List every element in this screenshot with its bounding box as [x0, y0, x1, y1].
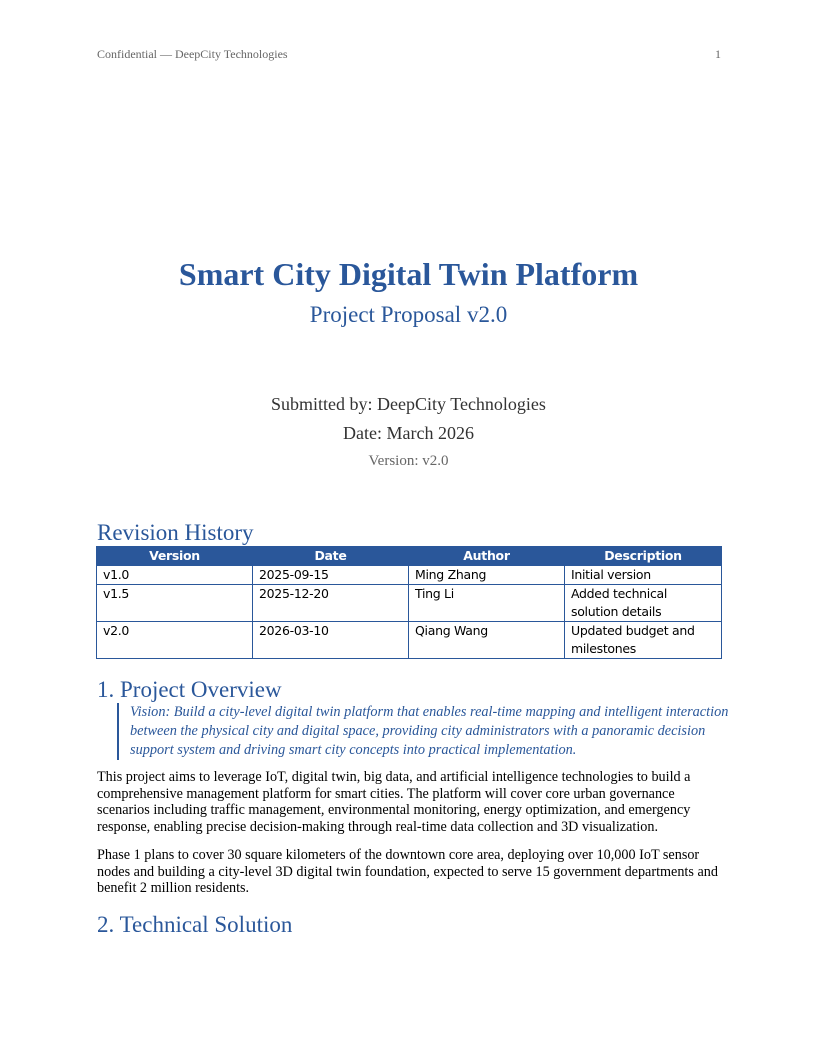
table-row [97, 566, 722, 585]
section-heading-technical-solution: 2. Technical Solution [97, 912, 293, 937]
document-version: Version: v2.0 [368, 453, 449, 469]
cell-author: Qiang Wang [409, 622, 565, 659]
overview-paragraph-2: Phase 1 plans to cover 30 square kilometers of the downtown core area, deploying over 10,000 IoT sensor nodes and building a city-level 3D digital twin foundation, expected to serve 15 government departments and benefit 2 million residents. [97, 847, 718, 896]
table-row [97, 622, 722, 659]
column-header-date: Date [253, 547, 409, 566]
cell-date: 2025-12-20 [253, 585, 409, 622]
table-header-row [97, 547, 722, 566]
page-number: 1 [715, 47, 721, 61]
cell-version: v2.0 [97, 622, 253, 659]
submitted-by: Submitted by: DeepCity Technologies [271, 394, 546, 414]
document-date: Date: March 2026 [343, 423, 474, 443]
document-subtitle: Project Proposal v2.0 [309, 302, 508, 327]
cell-version: v1.0 [97, 566, 253, 585]
cell-date: 2026-03-10 [253, 622, 409, 659]
cell-date: 2025-09-15 [253, 566, 409, 585]
overview-paragraph-1: This project aims to leverage IoT, digital twin, big data, and artificial intelligence technologies to build a comprehensive management platform for smart cities. The platform will cover core urban governance scenarios including traffic management, environmental monitoring, energy optimization, and emergency response, enabling precise decision-making through real-time data collection and 3D visualization. [97, 769, 691, 835]
document-title: Smart City Digital Twin Platform [178, 256, 639, 292]
cell-description: Initial version [565, 566, 722, 585]
table-row [97, 585, 722, 622]
section-heading-project-overview: 1. Project Overview [97, 677, 282, 702]
cell-author: Ming Zhang [409, 566, 565, 585]
cell-version: v1.5 [97, 585, 253, 622]
column-header-author: Author [409, 547, 565, 566]
column-header-version: Version [97, 547, 253, 566]
revision-history-heading: Revision History [97, 520, 254, 545]
revision-history-table [96, 546, 722, 659]
cell-description: Added technical solution details [565, 585, 722, 622]
header-confidential: Confidential — DeepCity Technologies [97, 47, 288, 61]
vision-quote: Vision: Build a city-level digital twin platform that enables real-time mapping and intelligent interaction between the physical city and digital space, providing city administrators with a panoramic decision support system and driving smart city concepts into practical implementation. [117, 703, 730, 760]
column-header-description: Description [565, 547, 722, 566]
cell-description: Updated budget and milestones [565, 622, 722, 659]
cell-author: Ting Li [409, 585, 565, 622]
